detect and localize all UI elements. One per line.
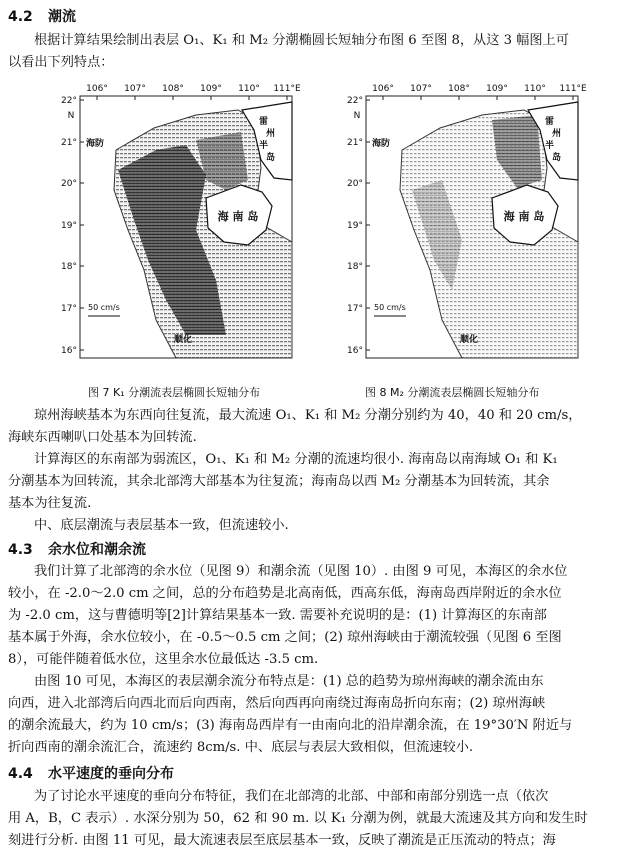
section-number: 4.3 [8, 542, 33, 558]
place-label-shunhua: 顺化 [460, 335, 479, 345]
text-line: 由图 10 可见，本海区的表层潮余流分布特点是：(1) 总的趋势为琼州海峡的潮余流由东 [34, 674, 544, 689]
text-line: 海峡东西喇叭口处基本为回转流. [8, 430, 197, 445]
text-line: 根据计算结果绘制出表层 O₁、K₁ 和 M₂ 分潮椭圆长短轴分布图 6 至图 8，从这 3 幅图上可 [34, 33, 569, 48]
place-label-leizhou: 岛 [552, 153, 562, 163]
text-line: 分潮基本为回转流，其余北部湾大部基本为往复流；海南岛以西 M₂ 分潮基本为回转流，其余 [8, 474, 550, 489]
north-label: N [67, 111, 75, 121]
lon-label: 108° [162, 84, 184, 94]
text-line: 较小，在 -2.0～2.0 cm 之间，总的分布趋势是北高南低，西高东低，海南岛西岸附近的余水位 [8, 586, 562, 601]
lon-label: 106° [372, 84, 394, 94]
place-label-haifang: 海防 [372, 139, 391, 149]
lat-label: 20° [61, 179, 77, 189]
lat-label: 20° [347, 179, 363, 189]
paragraph-vertical-distribution [8, 786, 624, 852]
text-line: 折向西南的潮余流汇合，流速约 8cm/s. 中、底层与表层大致相似，但流速较小. [8, 740, 474, 755]
place-label-hainan: 海 南 岛 [217, 210, 259, 223]
figure-8-caption: 图 8 M₂ 分潮流表层椭圆长短轴分布 [365, 386, 540, 399]
lat-label: 21° [347, 138, 363, 148]
lat-label: 17° [347, 304, 363, 314]
lon-label: 109° [486, 84, 508, 94]
paragraph-middle-bottom-layers [8, 515, 624, 537]
place-label-leizhou: 半 [545, 141, 555, 151]
text-line: 基本属于外海，余水位较小，在 -0.5～0.5 cm 之间；(2) 琼州海峡由于潮流较强（见图 6 至图 [8, 630, 562, 645]
section-number: 4.2 [8, 9, 33, 25]
lon-label: 110° [238, 84, 260, 94]
scale-label: 50 cm/s [374, 303, 406, 312]
section-4-4-heading [8, 763, 174, 783]
place-label-shunhua: 顺化 [174, 335, 193, 345]
scale-label: 50 cm/s [88, 303, 120, 312]
north-label: N [353, 111, 361, 121]
lon-label: 108° [448, 84, 470, 94]
text-line: 基本为往复流. [8, 496, 92, 511]
text-line: 计算海区的东南部为弱流区，O₁、K₁ 和 M₂ 分潮的流速均很小. 海南岛以南海域 O₁ 和 K₁ [34, 452, 558, 467]
intro-paragraph [8, 30, 624, 74]
lon-label: 111°E [559, 84, 587, 94]
lat-label: 17° [61, 304, 77, 314]
section-title: 潮流 [48, 9, 76, 25]
figure-7-map [56, 80, 312, 380]
place-label-leizhou: 州 [552, 129, 562, 139]
lon-label: 111°E [273, 84, 301, 94]
text-line: 8），可能伴随着低水位，这里余水位最低达 -3.5 cm. [8, 652, 319, 667]
lat-label: 22° [347, 96, 363, 106]
lat-label: 18° [61, 262, 77, 272]
section-4-2-heading [8, 6, 76, 26]
lon-label: 107° [410, 84, 432, 94]
lon-label: 107° [124, 84, 146, 94]
text-line: 琼州海峡基本为东西向往复流，最大流速 O₁、K₁ 和 M₂ 分潮分别约为 40，40 和 20 cm/s， [34, 408, 582, 423]
section-4-3-heading [8, 539, 146, 559]
text-line: 为了讨论水平速度的垂向分布特征，我们在北部湾的北部、中部和南部分别选一点（依次 [34, 789, 549, 804]
text-line: 我们计算了北部湾的余水位（见图 9）和潮余流（见图 10）. 由图 9 可见，本海区的余水位 [34, 564, 568, 579]
lon-label: 110° [524, 84, 546, 94]
lat-label: 16° [61, 346, 77, 356]
place-label-leizhou: 半 [259, 141, 269, 151]
lat-label: 16° [347, 346, 363, 356]
text-line: 用 A，B，C 表示）. 水深分别为 50，62 和 90 m. 以 K₁ 分潮为例，就最大流速及其方向和发生时 [8, 811, 588, 826]
paragraph-weak-current-zone [8, 449, 624, 515]
text-line: 刻进行分析. 由图 11 可见，最大流速表层至底层基本一致，反映了潮流是正压流动的特点；海 [8, 833, 556, 848]
section-title: 余水位和潮余流 [48, 542, 146, 558]
text-line: 以看出下列特点： [8, 55, 114, 70]
paragraph-residual-current [8, 671, 624, 759]
place-label-hainan: 海 南 岛 [503, 210, 545, 223]
section-number: 4.4 [8, 766, 33, 782]
place-label-leizhou: 州 [266, 129, 276, 139]
lat-label: 21° [61, 138, 77, 148]
figure-8 [342, 80, 598, 380]
lon-label: 109° [200, 84, 222, 94]
paragraph-qiongzhou-strait [8, 405, 624, 449]
figure-7-caption: 图 7 K₁ 分潮流表层椭圆长短轴分布 [88, 386, 261, 399]
place-label-leizhou: 雷 [545, 117, 555, 127]
lon-label: 106° [86, 84, 108, 94]
section-title: 水平速度的垂向分布 [48, 766, 174, 782]
lat-label: 19° [347, 221, 363, 231]
text-line: 为 -2.0 cm，这与曹德明等[2]计算结果基本一致. 需要补充说明的是：(1) 计算海区的东南部 [8, 608, 547, 623]
place-label-leizhou: 雷 [259, 117, 269, 127]
text-line: 向西，进入北部湾后向西北而后向西南，然后向西再向南绕过海南岛折向东南；(2) 琼州海峡 [8, 696, 546, 711]
lat-label: 18° [347, 262, 363, 272]
text-line: 的潮余流最大，约为 10 cm/s；(3) 海南岛西岸有一由南向北的沿岸潮余流，在 19°30′N 附近与 [8, 718, 573, 733]
lat-label: 22° [61, 96, 77, 106]
place-label-haifang: 海防 [86, 139, 105, 149]
text-line: 中、底层潮流与表层基本一致，但流速较小. [34, 518, 289, 533]
place-label-leizhou: 岛 [266, 153, 276, 163]
paragraph-residual-water-level [8, 561, 624, 671]
figure-8-map [342, 80, 598, 380]
lat-label: 19° [61, 221, 77, 231]
figure-7 [56, 80, 312, 380]
